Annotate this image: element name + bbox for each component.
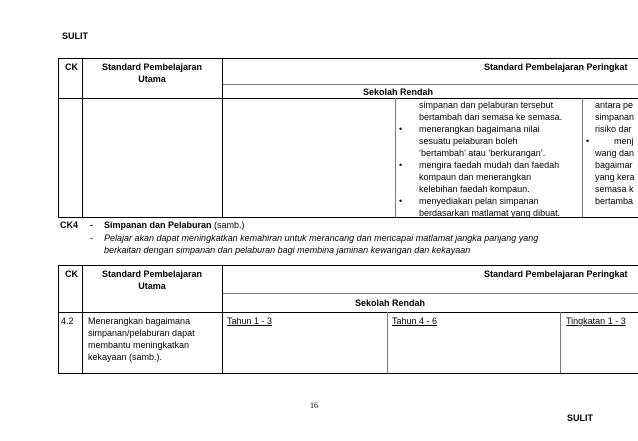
tahun-4-6-header: Tahun 4 - 6 (392, 316, 438, 326)
col5-line: wang dan (595, 148, 635, 158)
table2-col-ck: CK (65, 269, 78, 279)
footer-sulit: SULIT (567, 413, 593, 423)
tingkatan-1-3-header: Tingkatan 1 - 3 (566, 316, 626, 326)
col5-line: antara pe (595, 100, 634, 110)
header-sulit: SULIT (62, 31, 88, 41)
ck4-code: CK4 (60, 220, 79, 230)
col4-line: bertambah dari semasa ke semasa. (419, 112, 563, 122)
page-number: 16 (310, 401, 318, 410)
table2-col-spu: Standard Pembelajaran Utama (101, 269, 203, 291)
row-description: Menerangkan bagaimana simpanan/pelaburan dapat membantu meningkatkan kekayaan (samb.). (88, 316, 195, 362)
ck4-aim-line-2: berkaitan dengan simpanan dan pelaburan bagi membina jaminan kewangan dan kekayaan (104, 245, 471, 255)
bullet: • (399, 196, 403, 206)
col4-line: simpanan dan pelaburan tersebut (419, 100, 554, 110)
table1-col-progression: Standard Pembelajaran Peringkat (484, 62, 628, 72)
table1-col5-content (586, 99, 638, 217)
row-code: 4.2 (61, 316, 74, 326)
table1-col-spu: Standard Pembelajaran Utama (101, 62, 203, 84)
table1-col-ck: CK (65, 62, 78, 72)
col4-line: menyediakan pelan simpanan (419, 196, 539, 206)
col5-line: bertamba (595, 196, 634, 206)
ck4-aim-dash: - (90, 233, 93, 243)
col5-line: risiko dar (595, 124, 632, 134)
col4-line: kelebihan faedah kompaun. (419, 184, 530, 194)
col4-line: kompaun dan menerangkan (419, 172, 532, 182)
bullet: • (399, 160, 403, 170)
col4-line: berdasarkan matlamat yang dibuat. (419, 208, 561, 218)
col4-line: ‘bertambah’ atau ‘berkurangan’. (419, 148, 546, 158)
table1-sub-header: Sekolah Rendah (363, 87, 434, 97)
ck4-dash: - (90, 220, 93, 230)
table2-col-progression: Standard Pembelajaran Peringkat (484, 269, 628, 279)
bullet: • (399, 124, 403, 134)
ck4-title: Simpanan dan Pelaburan (samb.) (104, 220, 245, 230)
bullet: • (586, 136, 590, 146)
col5-line: yang kera (595, 172, 635, 182)
col5-line: menj (614, 136, 634, 146)
col4-line: menerangkan bagaimana nilai (419, 124, 540, 134)
col4-line: mengira faedah mudah dan faedah (419, 160, 560, 170)
col5-line: bagaimar (595, 160, 633, 170)
ck4-aim-line-1: Pelajar akan dapat meningkatkan kemahiran untuk merancang dan mencapai matlamat jangka panjang yang (104, 233, 539, 243)
table2-sub-header: Sekolah Rendah (355, 298, 426, 308)
col5-line: semasa k (595, 184, 634, 194)
col5-line: simpanan (595, 112, 635, 122)
col4-line: sesuatu pelaburan boleh (419, 136, 518, 146)
tahun-1-3-header: Tahun 1 - 3 (227, 316, 273, 326)
